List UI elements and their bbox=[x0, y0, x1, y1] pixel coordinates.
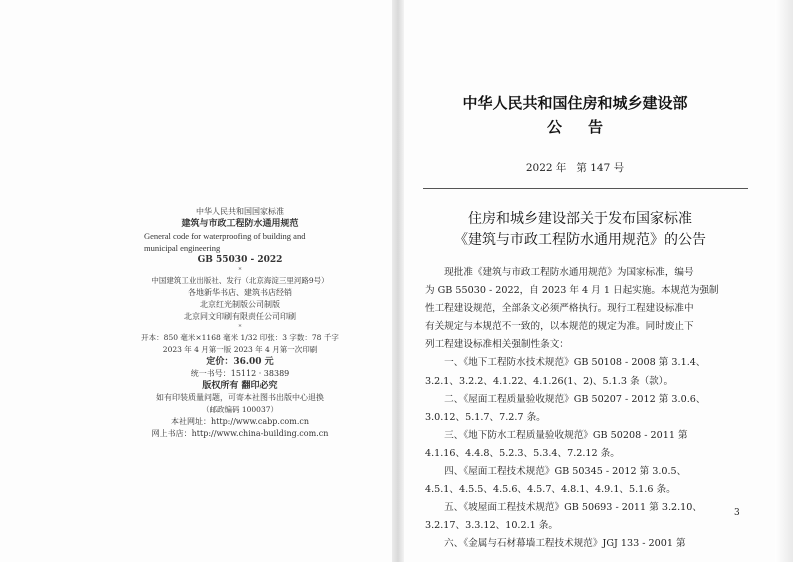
price: 定价：36.00 元 bbox=[206, 357, 274, 367]
colophon bbox=[110, 206, 370, 440]
announcement-number: 2022 年 第 147 号 bbox=[525, 162, 625, 174]
standard-code: GB 55030 - 2022 bbox=[197, 255, 283, 265]
body-line: 4.1.16、4.4.8、5.2.3、5.3.4、7.2.12 条。 bbox=[425, 447, 620, 459]
colophon-title-cn: 建筑与市政工程防水通用规范 bbox=[181, 219, 299, 229]
body-line: 3.2.1、3.2.2、4.1.22、4.1.26(1、2)、5.1.3 条（款）。 bbox=[425, 375, 674, 387]
colophon-title-en-2: municipal engineering bbox=[144, 243, 221, 253]
announcement-body bbox=[425, 264, 751, 554]
body-line: 四、《屋面工程技术规范》GB 50345 - 2012 第 3.0.5、 bbox=[425, 466, 687, 478]
body-line: 六、《金属与石材幕墙工程技术规范》JGJ 133 - 2001 第 bbox=[425, 538, 686, 550]
separator-star: * bbox=[238, 267, 242, 274]
isbn: 统一书号：15112 · 38389 bbox=[190, 369, 290, 378]
page-edge-shadow bbox=[775, 0, 793, 562]
separator-star: * bbox=[238, 324, 242, 331]
body-line: 三、《地下防水工程质量验收规范》GB 50208 - 2011 第 bbox=[425, 429, 688, 441]
body-line: 二、《屋面工程质量验收规范》GB 50207 - 2012 第 3.0.6、 bbox=[425, 393, 706, 405]
platemaker: 北京红光制版公司制版 bbox=[200, 300, 280, 309]
postcode: （邮政编码 100037） bbox=[201, 405, 278, 414]
publisher: 中国建筑工业出版社、发行（北京海淀三里河路9号） bbox=[151, 276, 329, 285]
book-gutter bbox=[392, 0, 404, 562]
rights-notice: 版权所有 翻印必究 bbox=[202, 381, 278, 391]
online-bookstore: 网上书店：http://www.china-building.com.cn bbox=[151, 429, 329, 438]
body-line: 4.5.1、4.5.5、4.5.6、4.5.7、4.8.1、4.9.1、5.1.6 条。 bbox=[425, 484, 676, 496]
body-line: 列工程建设标准相关强制性条文： bbox=[425, 339, 569, 351]
national-standard-label: 中华人民共和国国家标准 bbox=[196, 207, 284, 216]
body-line: 3.0.12、5.1.7、7.2.7 条。 bbox=[425, 411, 546, 423]
announcement-title-line-1: 住房和城乡建设部关于发布国家标准 bbox=[468, 211, 692, 227]
ministry-heading: 中华人民共和国住房和城乡建设部 bbox=[462, 94, 688, 112]
printer: 北京同文印刷有限责任公司印刷 bbox=[184, 312, 296, 321]
divider-line bbox=[423, 188, 748, 189]
format-info: 开本：850 毫米×1168 毫米 1/32 印张：3 字数：78 千字 bbox=[141, 333, 339, 342]
distributor: 各地新华书店、建筑书店经销 bbox=[188, 288, 292, 297]
quality-notice: 如有印装质量问题，可寄本社图书出版中心退换 bbox=[156, 393, 324, 402]
edition-info: 2023 年 4 月第一版 2023 年 4 月第一次印刷 bbox=[162, 345, 318, 354]
body-line: 现批准《建筑与市政工程防水通用规范》为国家标准，编号 bbox=[425, 267, 694, 278]
body-line: 有关规定与本规范不一致的，以本规范的规定为准。同时废止下 bbox=[425, 321, 694, 333]
body-line: 为 GB 55030 - 2022，自 2023 年 4 月 1 日起实施。本规范为强制 bbox=[425, 285, 719, 297]
page-number: 3 bbox=[734, 508, 740, 518]
publisher-website: 本社网址：http://www.cabp.com.cn bbox=[170, 417, 310, 426]
announcement-heading: 公 告 bbox=[546, 118, 604, 136]
colophon-title-en-1: General code for waterproofing of building and bbox=[144, 231, 306, 241]
body-line: 3.2.17、3.3.12、10.2.1 条。 bbox=[425, 520, 558, 532]
body-line: 五、《坡屋面工程技术规范》GB 50693 - 2011 第 3.2.10、 bbox=[425, 502, 702, 514]
body-line: 一、《地下工程防水技术规范》GB 50108 - 2008 第 3.1.4、 bbox=[425, 357, 706, 369]
announcement-title-line-2: 《建筑与市政工程防水通用规范》的公告 bbox=[454, 232, 706, 248]
body-line: 性工程建设规范，全部条文必须严格执行。现行工程建设标准中 bbox=[425, 303, 694, 315]
